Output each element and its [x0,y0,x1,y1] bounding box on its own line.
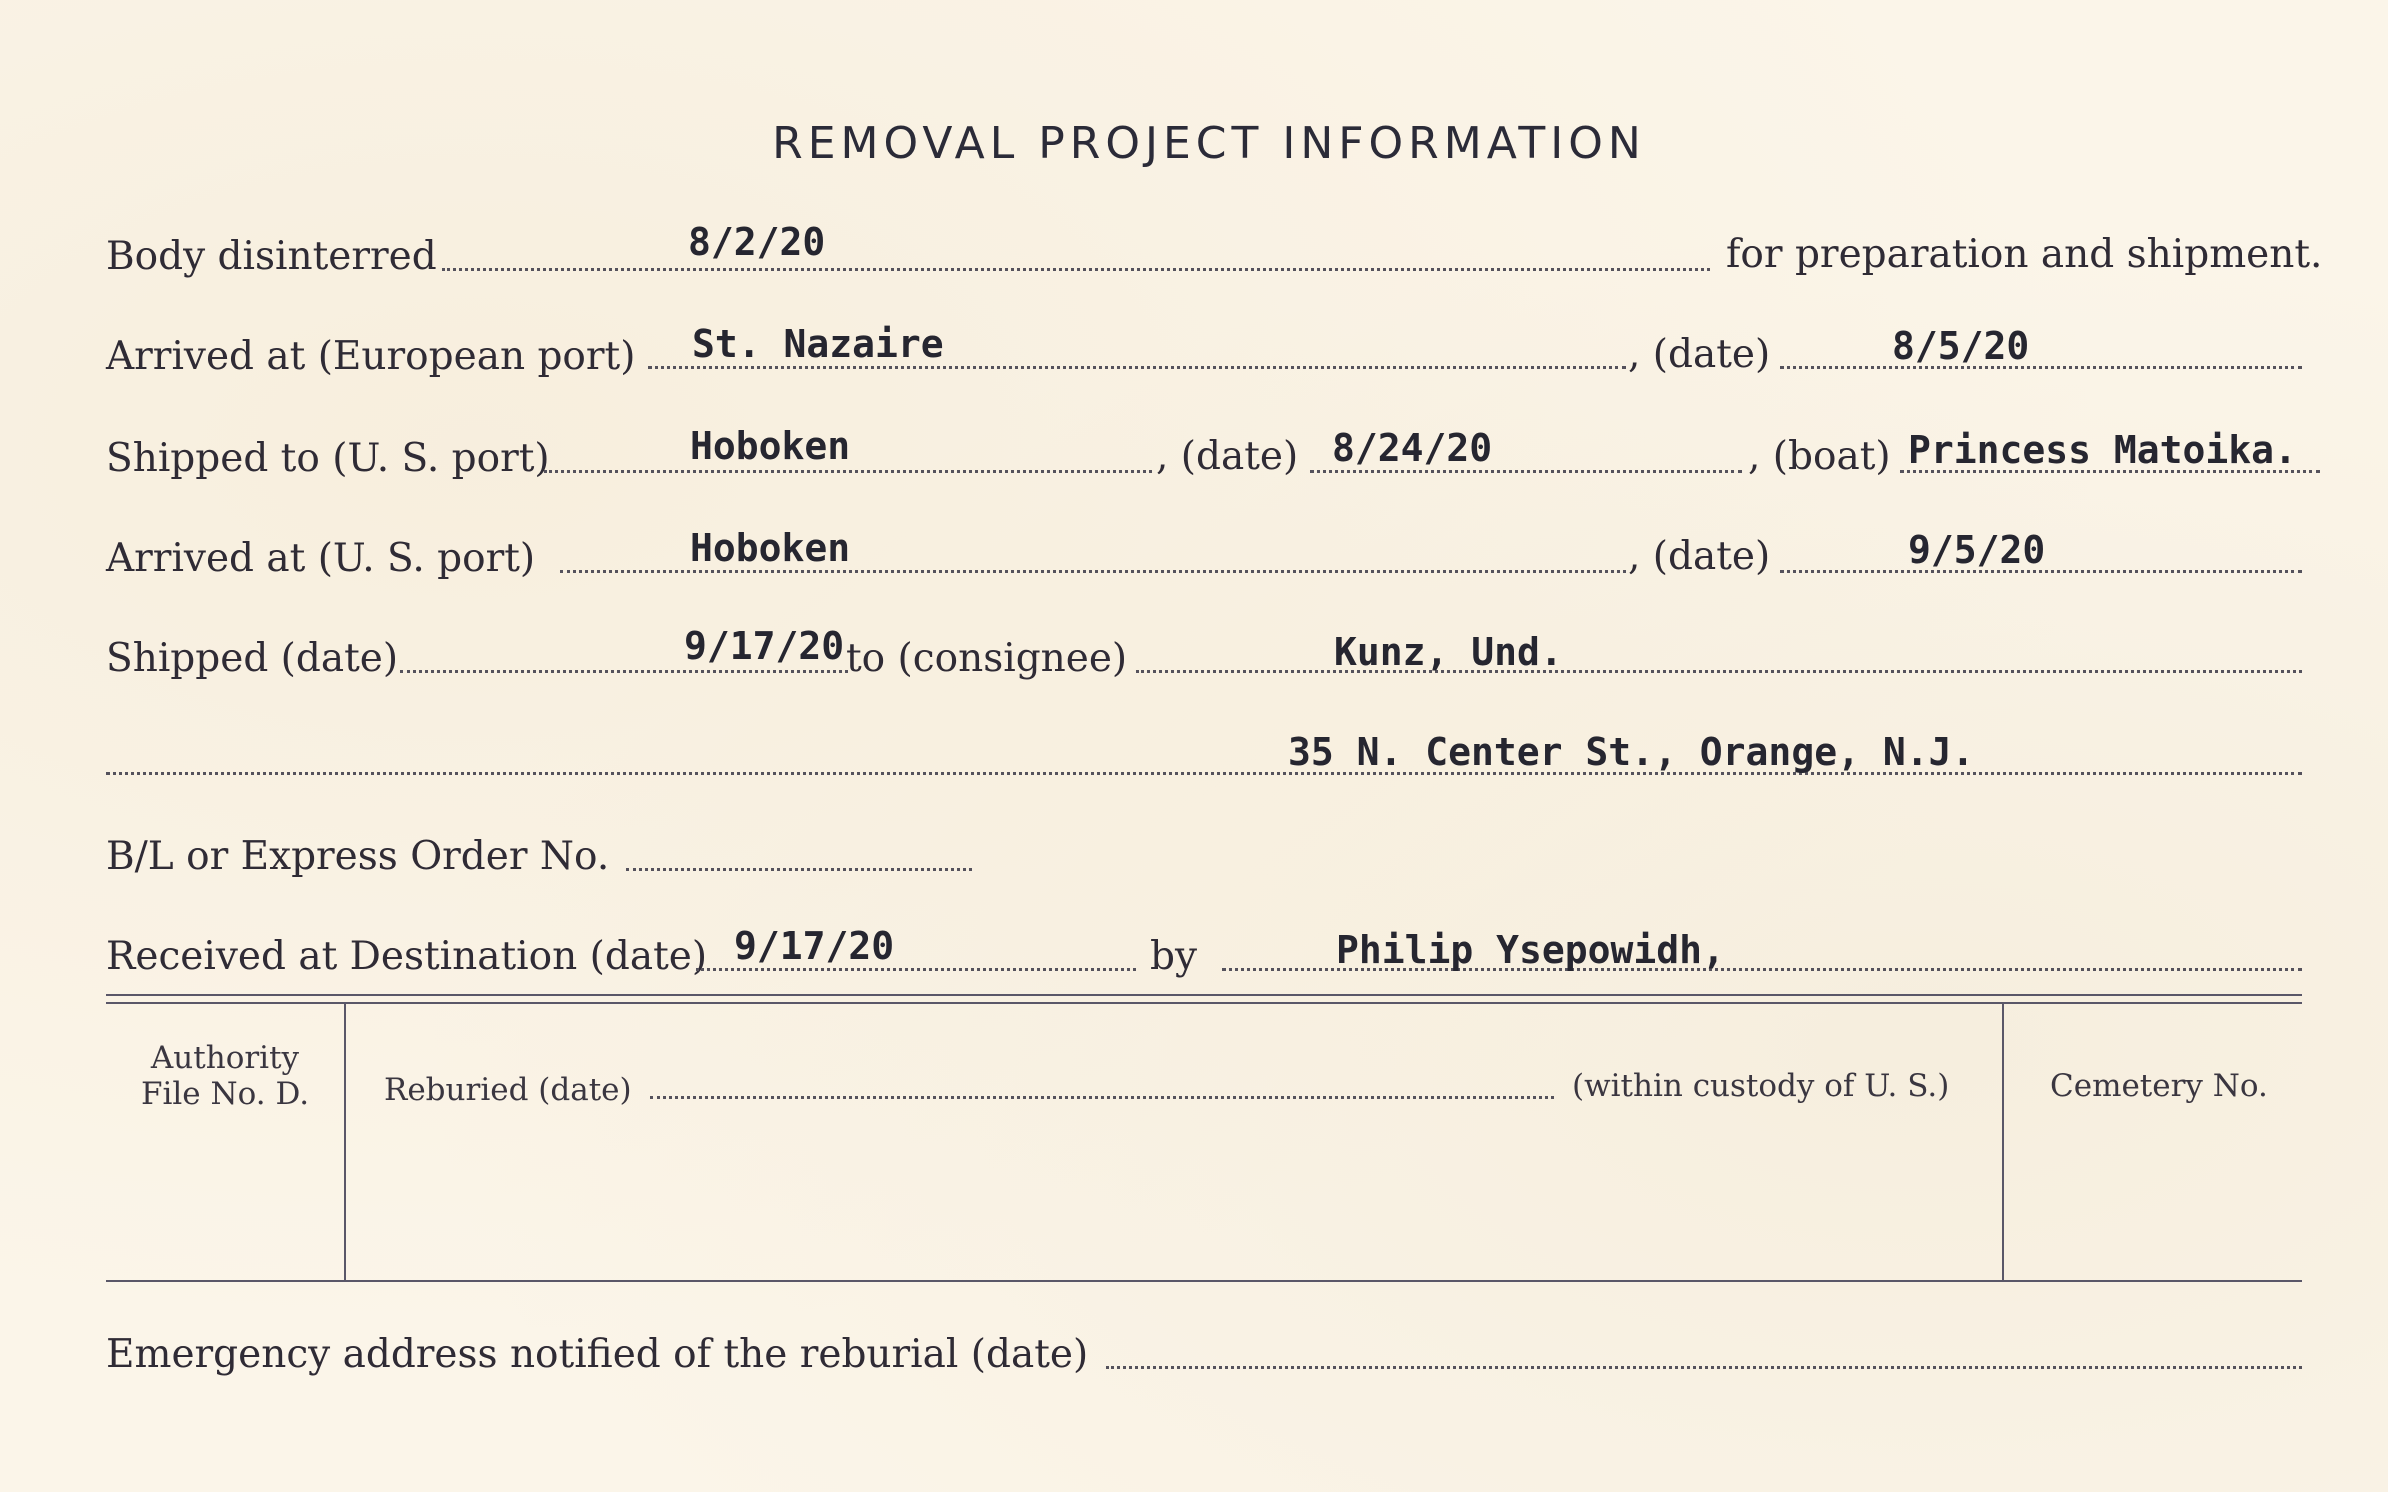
arrived-european-port: St. Nazaire [692,322,944,366]
body-disinterred-line [442,268,1710,271]
emergency-line [1106,1366,2302,1369]
received-date-line [696,968,1136,971]
card-title: REMOVAL PROJECT INFORMATION [772,118,1646,169]
bl-order-line [626,868,972,871]
received-label: Received at Destination (date) [106,934,708,979]
arrived-european-port-line [648,366,1626,369]
consignee-line [1136,670,2302,673]
shipped-to-date-line [1310,470,1742,473]
reburied-line [650,1096,1554,1099]
shipped-to-date-label: , (date) [1156,434,1299,479]
consignee-value: Kunz, Und. [1334,630,1563,674]
emergency-label: Emergency address notified of the reburial (date) [106,1332,1089,1377]
body-disinterred-suffix: for preparation and shipment. [1726,232,2323,277]
table-top-rule [106,994,2302,996]
shipped-to-label: Shipped to (U. S. port) [106,436,550,481]
arrived-european-date-label: , (date) [1628,332,1771,377]
received-date: 9/17/20 [734,924,895,968]
shipped-to-port-line [544,470,1152,473]
shipped-date-line [400,670,848,673]
arrived-european-label: Arrived at (European port) [106,334,636,379]
body-disinterred-label: Body disinterred [106,234,437,279]
table-bottom-rule [106,1280,2302,1282]
arrived-us-port-line [560,570,1626,573]
shipped-to-boat-label: , (boat) [1748,434,1891,479]
table-top-rule-2 [106,1002,2302,1004]
shipped-to-date: 8/24/20 [1332,426,1493,470]
shipped-to-boat: Princess Matoika. [1908,428,2297,472]
arrived-european-date: 8/5/20 [1892,324,2030,368]
table-divider-left [344,1004,346,1280]
arrived-european-date-line [1780,366,2302,369]
arrived-us-date-label: , (date) [1628,534,1771,579]
shipped-date-label: Shipped (date) [106,636,399,681]
arrived-us-date: 9/5/20 [1908,528,2046,572]
received-by: Philip Ysepowidh, [1336,928,1725,972]
shipped-to-port: Hoboken [690,424,851,468]
authority-label-1: Authority [150,1040,300,1076]
reburied-label: Reburied (date) [384,1072,632,1108]
consignee-label: to (consignee) [846,636,1128,681]
arrived-us-label: Arrived at (U. S. port) [106,536,536,581]
authority-label-2: File No. D. [140,1076,310,1112]
body-disinterred-value: 8/2/20 [688,220,826,264]
custody-label: (within custody of U. S.) [1572,1068,1950,1104]
bl-order-label: B/L or Express Order No. [106,834,610,879]
table-divider-right [2002,1004,2004,1280]
cemetery-label: Cemetery No. [2050,1068,2268,1104]
consignee-address: 35 N. Center St., Orange, N.J. [1288,730,1975,774]
arrived-us-port: Hoboken [690,526,851,570]
received-by-label: by [1150,934,1197,979]
shipped-date-value: 9/17/20 [684,624,845,668]
